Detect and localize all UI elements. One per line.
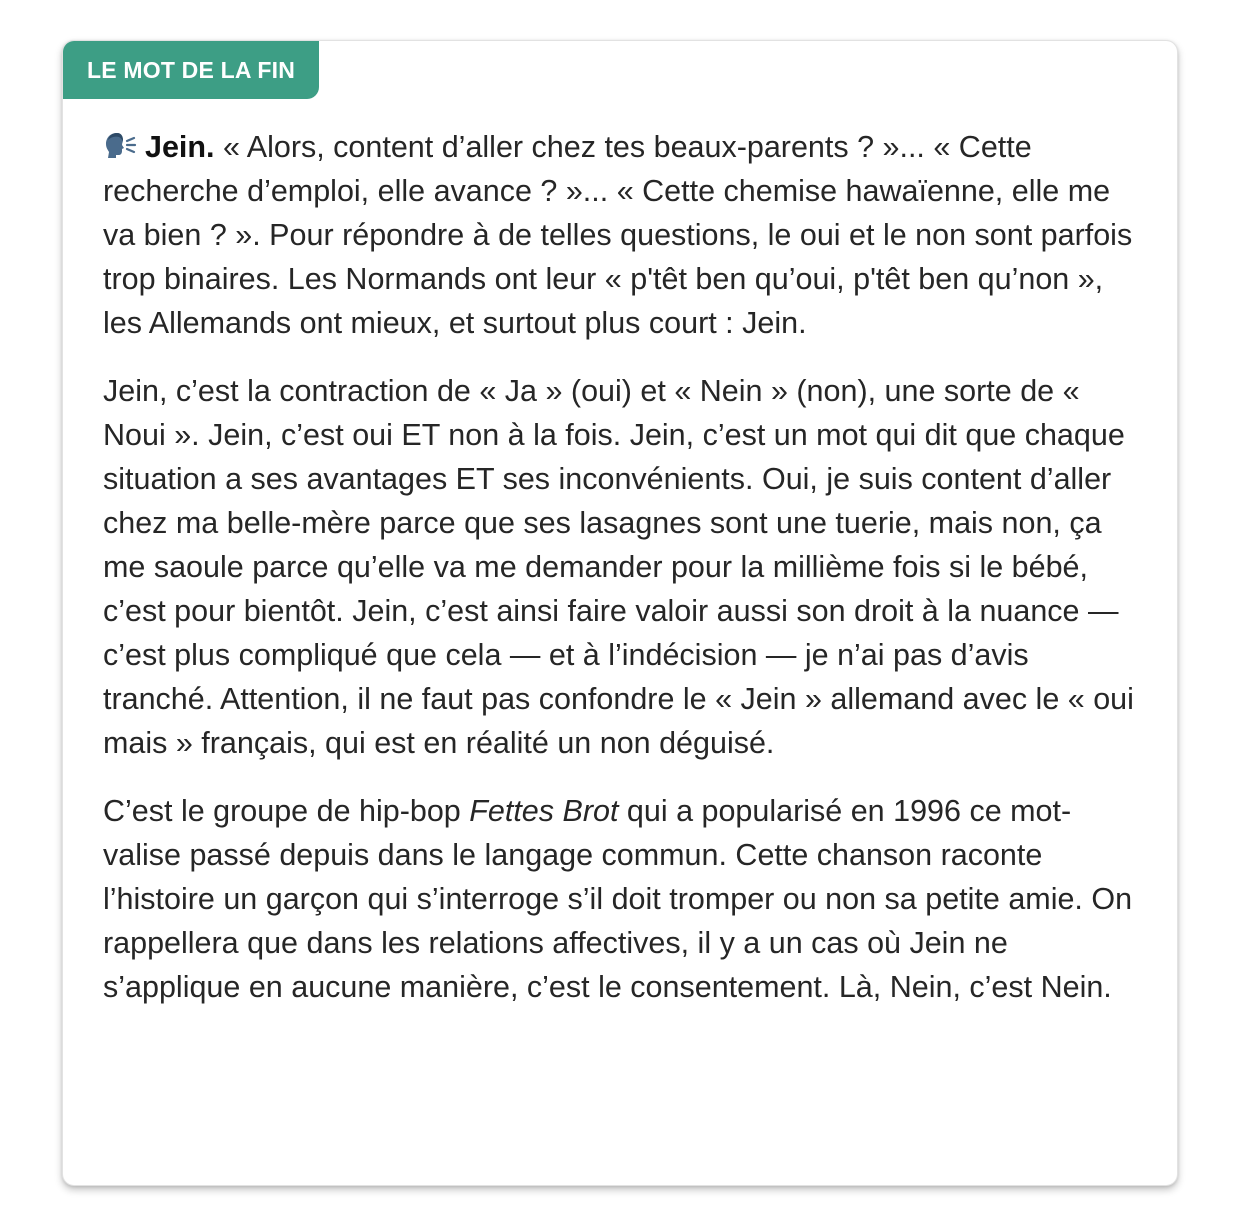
band-name: Fettes Brot — [469, 794, 619, 828]
paragraph-1-text: « Alors, content d’aller chez tes beaux-parents ? »... « Cette recherche d’emploi, elle avance ? »... « Cette chemise hawaïenne, elle me va bien ? ». Pour répondre à de telles questions, le oui et le non sont parfois trop binaires. Les Normands ont leur « p'têt ben qu’oui, p'têt ben qu’non », les Allemands ont mieux, et surtout plus court : Jein. — [103, 130, 1133, 340]
article-body — [103, 125, 1143, 1033]
lead-word: Jein. — [145, 130, 215, 164]
section-tag: LE MOT DE LA FIN — [63, 41, 319, 99]
paragraph-2: Jein, c’est la contraction de « Ja » (oui) et « Nein » (non), une sorte de « Noui ». Jein, c’est oui ET non à la fois. Jein, c’est un mot qui dit que chaque situation a ses avantages ET ses inconvénients. Oui, je suis content d’aller chez ma belle-mère parce que ses lasagnes sont une tuerie, mais non, ça me saoule parce qu’elle va me demander pour la millième fois si le bébé, c’est pour bientôt. Jein, c’est ainsi faire valoir aussi son droit à la nuance — c’est plus compliqué que cela — et à l’indécision — je n’ai pas d’avis tranché. Attention, il ne faut pas confondre le « Jein » allemand avec le « oui mais » français, qui est en réalité un non déguisé. — [103, 374, 1134, 760]
article-card — [62, 40, 1178, 1186]
paragraph-3-after: qui a popularisé en 1996 ce mot-valise passé depuis dans le langage commun. Cette chanson raconte l’histoire un garçon qui s’interroge s’il doit tromper ou non sa petite amie. On rappellera que dans les relations affectives, il y a un cas où Jein ne s’applique en aucune manière, c’est le consentement. Là, Nein, c’est Nein. — [103, 794, 1133, 1004]
paragraph-3 — [103, 789, 1143, 1009]
speaking-head-icon — [103, 129, 137, 159]
paragraph-3-before: C’est le groupe de hip-bop — [103, 794, 470, 828]
paragraph-1 — [103, 125, 1143, 345]
